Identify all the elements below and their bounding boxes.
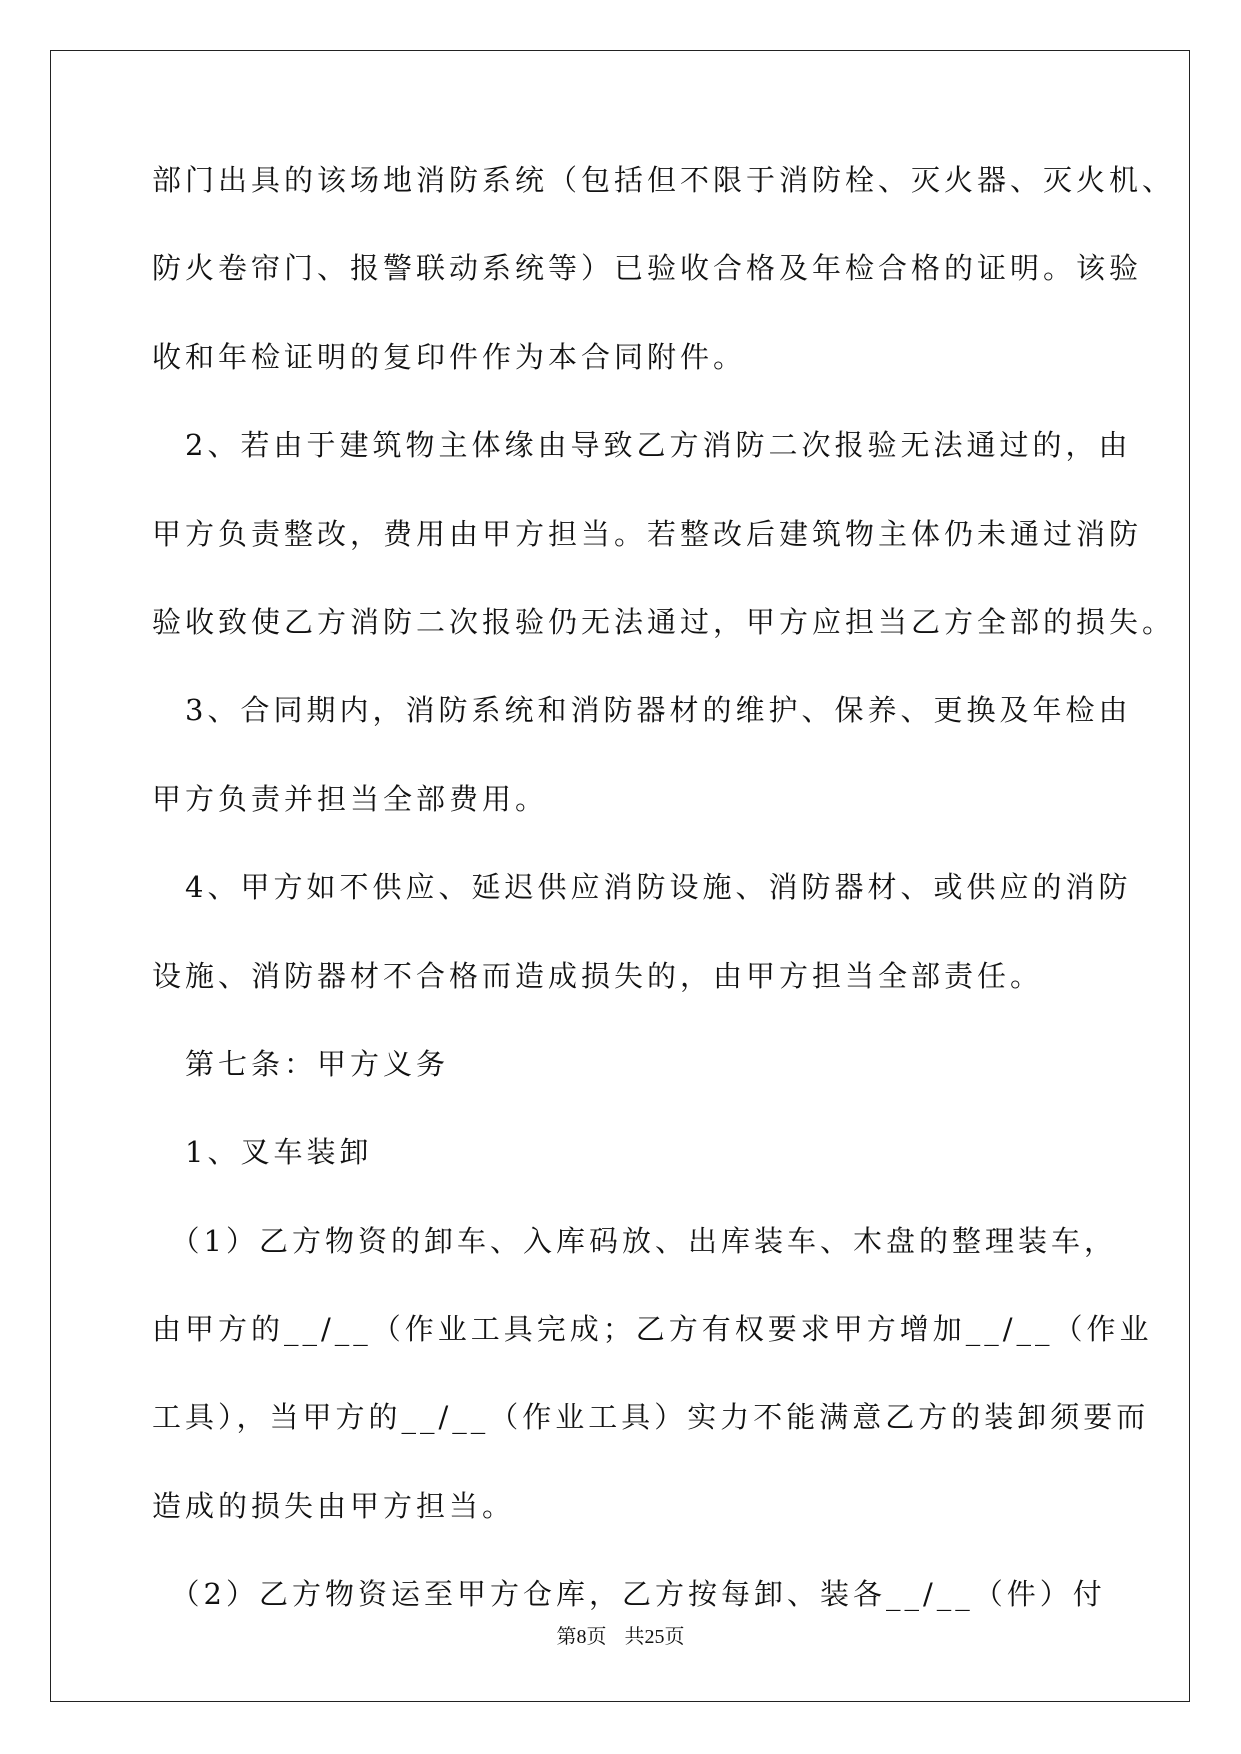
page-total: 共25页 bbox=[624, 1626, 685, 1648]
text-line: 收和年检证明的复印件作为本合同附件。 bbox=[152, 339, 747, 374]
text-line: 设施、消防器材不合格而造成损失的，由甲方担当全部责任。 bbox=[152, 958, 1044, 993]
text-line: 甲方负责并担当全部费用。 bbox=[152, 781, 549, 816]
text-line: 造成的损失由甲方担当。 bbox=[152, 1488, 516, 1523]
text-line: （1）乙方物资的卸车、入库码放、出库装车、木盘的整理装车， bbox=[152, 1223, 1117, 1258]
text-line: 2、若由于建筑物主体缘由导致乙方消防二次报验无法通过的，由 bbox=[152, 428, 1132, 463]
text-line: 工具），当甲方的__/__（作业工具）实力不能满意乙方的装卸须要而 bbox=[152, 1400, 1150, 1435]
text-line: 部门出具的该场地消防系统（包括但不限于消防栓、灭火器、灭火机、 bbox=[152, 163, 1176, 197]
text-line: 甲方负责整改，费用由甲方担当。若整改后建筑物主体仍未通过消防 bbox=[152, 516, 1143, 551]
document-body bbox=[152, 150, 1176, 1653]
section-heading: 第七条：甲方义务 bbox=[152, 1046, 450, 1081]
text-line: 验收致使乙方消防二次报验仍无法通过，甲方应担当乙方全部的损失。 bbox=[152, 604, 1176, 639]
text-line: （2）乙方物资运至甲方仓库，乙方按每卸、装各__/__（件）付 bbox=[152, 1577, 1106, 1612]
subsection-heading: 1、叉车装卸 bbox=[152, 1135, 373, 1170]
text-line: 由甲方的__/__（作业工具完成；乙方有权要求甲方增加__/__（作业 bbox=[152, 1312, 1153, 1347]
page-footer bbox=[0, 1620, 1241, 1649]
text-line: 4、甲方如不供应、延迟供应消防设施、消防器材、或供应的消防 bbox=[152, 870, 1132, 905]
text-line: 3、合同期内，消防系统和消防器材的维护、保养、更换及年检由 bbox=[152, 693, 1132, 728]
text-line: 防火卷帘门、报警联动系统等）已验收合格及年检合格的证明。该验 bbox=[152, 251, 1143, 286]
page-number: 第8页 bbox=[556, 1626, 607, 1648]
